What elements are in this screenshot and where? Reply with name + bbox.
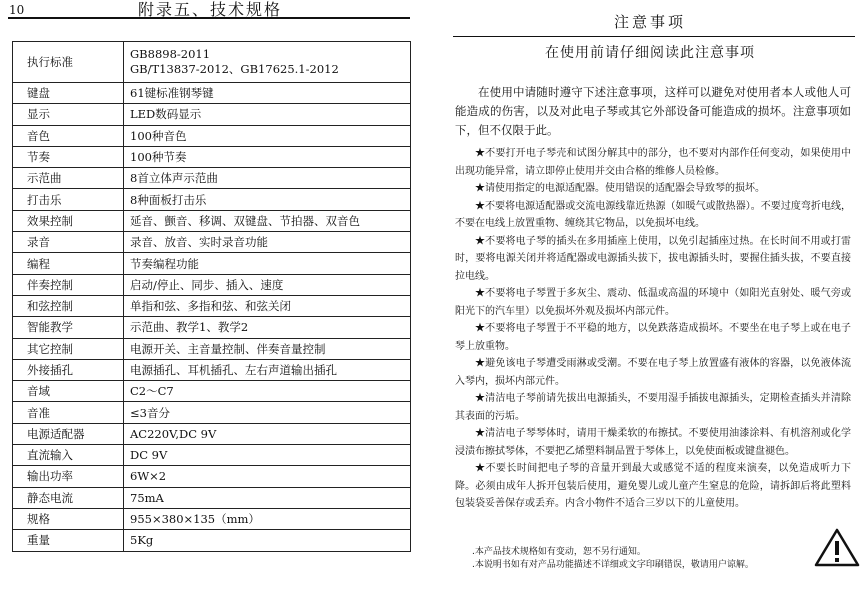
spec-value: 8种面板打击乐 bbox=[124, 189, 411, 210]
spec-row bbox=[13, 530, 411, 551]
precaution-item: ★清洁电子琴前请先拔出电源插头，不要用湿手插拔电源插头，定期检查插头并清除其表面的污垢。 bbox=[455, 393, 851, 422]
spec-value: 录音、放音、实时录音功能 bbox=[124, 232, 411, 253]
spec-row bbox=[13, 466, 411, 487]
page-title: 注意事项 bbox=[613, 13, 686, 31]
spec-row bbox=[13, 402, 411, 423]
precaution-item: ★不要将电子琴置于不平稳的地方，以免跌落造成损坏。不要坐在电子琴上或在电子琴上放重物。 bbox=[455, 323, 851, 352]
spec-row bbox=[13, 274, 411, 295]
spec-value: 100种节奏 bbox=[124, 146, 411, 167]
spec-label: 和弦控制 bbox=[13, 295, 124, 316]
precaution-item: ★不要将电子琴置于多灰尘、震动、低温或高温的环境中（如阳光直射处、暖气旁或阳光下的汽车里）以免损坏外观及损坏内部元件。 bbox=[455, 288, 851, 317]
spec-value: 示范曲、教学1、教学2 bbox=[124, 317, 411, 338]
spec-value: ≤3音分 bbox=[124, 402, 411, 423]
spec-label: 编程 bbox=[13, 253, 124, 274]
spec-value: 75mA bbox=[124, 487, 411, 508]
header-rule bbox=[453, 36, 855, 37]
spec-label: 规格 bbox=[13, 508, 124, 529]
spec-value: 61键标准钢琴键 bbox=[124, 83, 411, 104]
spec-row bbox=[13, 423, 411, 444]
spec-label: 智能教学 bbox=[13, 317, 124, 338]
intro-paragraph: 在使用中请随时遵守下述注意事项，这样可以避免对使用者本人或他人可能造成的伤害，以及对此电子琴或其它外部设备可能造成的损坏。注意事项如下，但不仅限于此。 bbox=[455, 85, 851, 137]
spec-value: 电源插孔、耳机插孔、左右声道输出插孔 bbox=[124, 359, 411, 380]
precaution-item: ★避免该电子琴遭受雨淋或受潮。不要在电子琴上放置盛有液体的容器，以免液体流入琴内，损坏内部元件。 bbox=[455, 358, 851, 387]
spec-label: 显示 bbox=[13, 104, 124, 125]
precaution-item: ★不要长时间把电子琴的音量开到最大或感觉不适的程度来演奏，以免造成听力下降。必须由成年人拆开包装后使用，避免婴儿或儿童产生窒息的危险，请拆卸后将此塑料包装袋妥善保存或丢弃。内含小物件不适合三岁以下的儿童使用。 bbox=[455, 463, 851, 509]
precaution-item: ★请使用指定的电源适配器。使用错误的适配器会导致琴的损坏。 bbox=[475, 183, 765, 194]
footnotes bbox=[472, 546, 754, 572]
spec-row bbox=[13, 295, 411, 316]
spec-label: 音准 bbox=[13, 402, 124, 423]
spec-label: 示范曲 bbox=[13, 168, 124, 189]
spec-value: 6W×2 bbox=[124, 466, 411, 487]
spec-label: 伴奏控制 bbox=[13, 274, 124, 295]
right-page bbox=[440, 0, 860, 600]
spec-value: 节奏编程功能 bbox=[124, 253, 411, 274]
spec-row bbox=[13, 253, 411, 274]
precaution-item: ★不要打开电子琴壳和试图分解其中的部分，也不要对内部作任何变动，如果使用中出现功能异常，请立即停止使用并交由合格的维修人员检修。 bbox=[455, 148, 851, 177]
spec-row bbox=[13, 508, 411, 529]
spec-label: 外接插孔 bbox=[13, 359, 124, 380]
spec-value: 延音、颤音、移调、双键盘、节拍器、双音色 bbox=[124, 210, 411, 231]
spec-label: 效果控制 bbox=[13, 210, 124, 231]
header-rule bbox=[8, 17, 410, 19]
spec-label: 打击乐 bbox=[13, 189, 124, 210]
spec-label: 直流输入 bbox=[13, 445, 124, 466]
spec-label: 静态电流 bbox=[13, 487, 124, 508]
spec-value: 8首立体声示范曲 bbox=[124, 168, 411, 189]
spec-label: 重量 bbox=[13, 530, 124, 551]
spec-row bbox=[13, 445, 411, 466]
spec-value bbox=[124, 42, 411, 83]
spec-row bbox=[13, 168, 411, 189]
page-subtitle: 在使用前请仔细阅读此注意事项 bbox=[545, 45, 755, 61]
spec-label: 节奏 bbox=[13, 146, 124, 167]
precautions-list bbox=[455, 145, 851, 513]
page-number: 10 bbox=[9, 3, 25, 17]
spec-label: 电源适配器 bbox=[13, 423, 124, 444]
spec-row bbox=[13, 42, 411, 83]
spec-label: 输出功率 bbox=[13, 466, 124, 487]
spec-value: 启动/停止、同步、插入、速度 bbox=[124, 274, 411, 295]
spec-row bbox=[13, 487, 411, 508]
page-title: 附录五、技术规格 bbox=[137, 0, 282, 19]
spec-row bbox=[13, 317, 411, 338]
spec-row bbox=[13, 381, 411, 402]
spec-value: 100种音色 bbox=[124, 125, 411, 146]
footnote: .本说明书如有对产品功能描述不详细或文字印刷错误，敬请用户谅解。 bbox=[472, 560, 754, 570]
spec-row bbox=[13, 104, 411, 125]
spec-value: 电源开关、主音量控制、伴奏音量控制 bbox=[124, 338, 411, 359]
spec-row bbox=[13, 210, 411, 231]
spec-row bbox=[13, 83, 411, 104]
spec-value: LED数码显示 bbox=[124, 104, 411, 125]
spec-label: 其它控制 bbox=[13, 338, 124, 359]
spec-value: C2～C7 bbox=[124, 381, 411, 402]
spec-label: 录音 bbox=[13, 232, 124, 253]
spec-label: 执行标准 bbox=[13, 42, 124, 83]
spec-row bbox=[13, 125, 411, 146]
spec-row bbox=[13, 146, 411, 167]
spec-row bbox=[13, 189, 411, 210]
spec-label: 键盘 bbox=[13, 83, 124, 104]
spec-value: 955×380×135（mm） bbox=[124, 508, 411, 529]
footnote: .本产品技术规格如有变动，恕不另行通知。 bbox=[472, 547, 646, 557]
warning-icon bbox=[814, 527, 860, 567]
spec-value: 单指和弦、多指和弦、和弦关闭 bbox=[124, 295, 411, 316]
precaution-item: ★不要将电源适配器或交流电源线靠近热源（如暖气或散热器）。不要过度弯折电线，不要在电线上放置重物、缠绕其它物品，以免损坏电线。 bbox=[455, 200, 851, 229]
precaution-item: ★不要将电子琴的插头在多用插座上使用，以免引起插座过热。在长时间不用或打雷时，要将电源关闭并将适配器或电源插头拔下，拔电源插头时，要握住插头拔，不要直接拉电线。 bbox=[455, 235, 851, 282]
spec-row bbox=[13, 338, 411, 359]
left-page bbox=[0, 0, 420, 600]
spec-row bbox=[13, 232, 411, 253]
spec-value-line: GB8898-2011 bbox=[130, 47, 211, 61]
spec-table bbox=[12, 41, 411, 552]
precaution-item: ★清洁电子琴琴体时，请用干燥柔软的布擦拭。不要使用油漆涂料、有机溶剂或化学浸渍布擦拭琴体，不要把乙烯塑料制品置于琴体上，以免使面板或键盘褪色。 bbox=[455, 428, 851, 457]
spec-value: DC 9V bbox=[124, 445, 411, 466]
spec-label: 音色 bbox=[13, 125, 124, 146]
spec-value: 5Kg bbox=[124, 530, 411, 551]
spec-value: AC220V,DC 9V bbox=[124, 423, 411, 444]
spec-row bbox=[13, 359, 411, 380]
spec-value-line: GB/T13837-2012、GB17625.1-2012 bbox=[130, 62, 339, 76]
spec-label: 音域 bbox=[13, 381, 124, 402]
